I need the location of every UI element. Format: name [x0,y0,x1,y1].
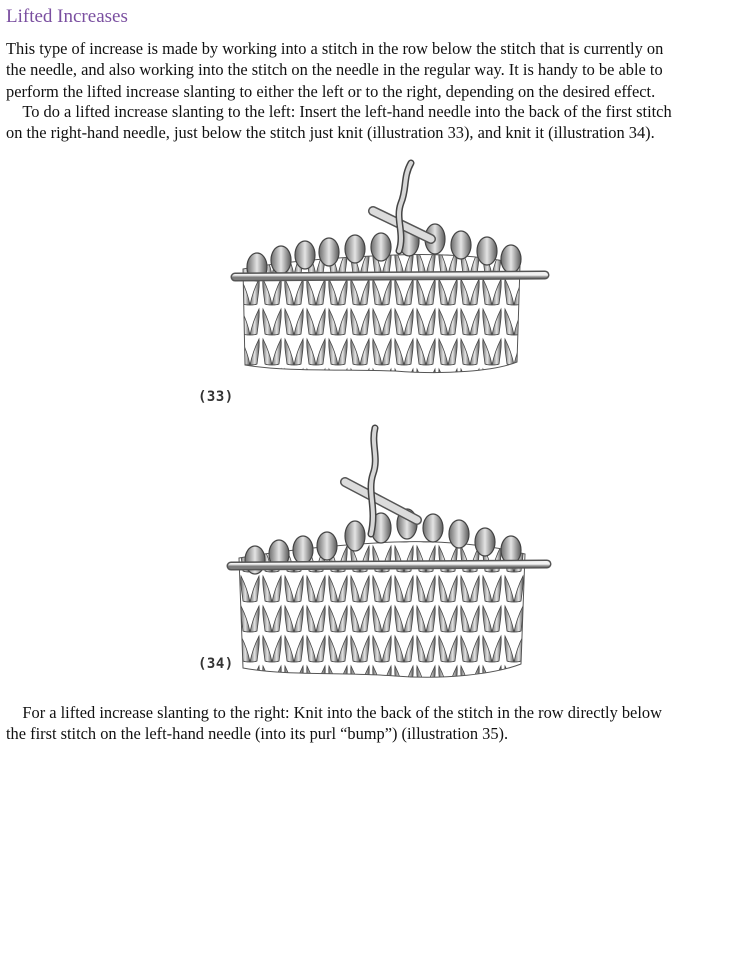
paragraph-line: the needle, and also working into the stitch on the needle in the regular way. It is handy to be able to [6,60,663,80]
paragraph-left-slant [6,101,744,144]
paragraph-line: on the right-hand needle, just below the stitch just knit (illustration 33), and knit it (illustration 34). [6,123,655,143]
paragraph-line: perform the lifted increase slanting to either the left or to the right, depending on the desired effect. [6,81,656,101]
paragraph-line: To do a lifted increase slanting to the left: Insert the left-hand needle into the back of the first stitch [6,102,672,121]
knitting-illustration-33 [195,157,553,407]
paragraph-right-slant [6,702,744,745]
illustration-33 [195,157,553,407]
paragraph-intro [6,38,744,102]
paragraph-line: This type of increase is made by working into a stitch in the row below the stitch that is currently on [6,39,664,58]
knitting-illustration-34 [195,424,553,686]
figure-label: (34) [198,656,234,672]
figure-label: (33) [198,389,234,405]
paragraph-line: For a lifted increase slanting to the right: Knit into the back of the stitch in the row directly below [6,703,662,722]
paragraph-line: the first stitch on the left-hand needle (into its purl “bump”) (illustration 35). [6,724,509,744]
section-heading: Lifted Increases [6,6,128,27]
illustration-34 [195,424,553,686]
